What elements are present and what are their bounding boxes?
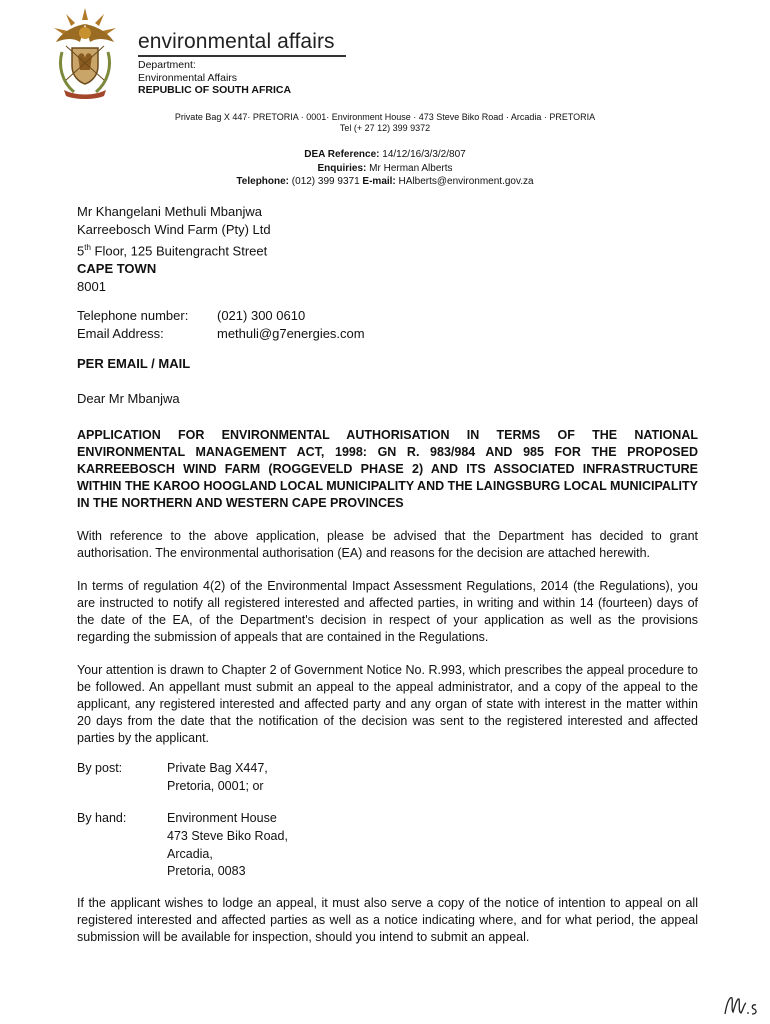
contact-email-row: [77, 325, 365, 343]
by-post-line-1: Private Bag X447,: [167, 761, 268, 775]
dea-reference-value: 14/12/16/3/3/2/807: [382, 149, 466, 160]
paragraph-appeal: Your attention is drawn to Chapter 2 of Government Notice No. R.993, which prescribes the appeal procedure to be followed. An appellant must submit an appeal to the appeal administrator, and a copy of the appeal to the applicant, any registered interested and affected party and any organ of state with interest in the matter within 20 days from the date that the notification of the decision was sent to the registered interested and affected parties by the applicant.: [77, 663, 698, 745]
coat-of-arms-logo: [44, 6, 126, 102]
postal-telephone: Tel (+ 27 12) 399 9372: [339, 123, 431, 133]
recipient-company: Karreebosch Wind Farm (Pty) Ltd: [77, 221, 271, 237]
recipient-floor-number: 5: [77, 242, 85, 258]
by-post-block: [77, 760, 268, 796]
by-post-address: [167, 760, 268, 796]
paragraph-lodge-appeal: If the applicant wishes to lodge an appeal, it must also serve a copy of the notice of intention to appeal on all registered interested and affected parties as well as a notice indicating where, and for what period, the appeal submission will be available for inspection, should you intend to submit an appeal.: [77, 896, 698, 944]
salutation: Dear Mr Mbanjwa: [77, 391, 180, 406]
telephone-value: (012) 399 9371: [291, 176, 360, 187]
enquiries-row: [0, 162, 770, 176]
reference-block: [0, 148, 770, 189]
handwritten-initials: [722, 992, 762, 1018]
brand-divider: [138, 55, 346, 57]
subject-heading: APPLICATION FOR ENVIRONMENTAL AUTHORISATION IN TERMS OF THE NATIONAL ENVIRONMENTAL MANAGEMENT ACT, 1998: GN R. 983/984 AND 985 FOR THE PROPOSED KARREEBOSCH WIND FARM (ROGGEVELD PHASE 2) AND ITS ASSOCIATED INFRASTRUCTURE WITHIN THE KAROO HOOGLAND LOCAL MUNICIPALITY AND THE LAINGSBURG LOCAL MUNICIPALITY IN THE NORTHERN AND WESTERN CAPE PROVINCES: [77, 428, 698, 510]
recipient-city: CAPE TOWN: [77, 260, 157, 276]
enquiries-value: Mr Herman Alberts: [369, 162, 453, 174]
contact-email-label: Email Address:: [77, 325, 164, 341]
contact-phone-row: [77, 307, 365, 325]
by-hand-line-2: 473 Steve Biko Road,: [167, 828, 288, 843]
paragraph-decision: With reference to the above application, please be advised that the Department has decided to grant authorisation. The environmental authorisation (EA) and reasons for the decision are attached herewith.: [77, 529, 698, 560]
recipient-floor-suffix: th: [84, 242, 91, 252]
telephone-label: Telephone:: [236, 176, 290, 187]
by-hand-line-4: Pretoria, 0083: [167, 864, 246, 879]
by-hand-block: [77, 810, 288, 881]
contact-phone-label: Telephone number:: [77, 308, 189, 323]
by-hand-line-1: Environment House: [167, 811, 277, 825]
recipient-street: [77, 239, 271, 260]
dea-reference-label: DEA Reference:: [304, 149, 380, 160]
contact-email-link[interactable]: methuli@g7energies.com: [217, 325, 365, 341]
by-post-label: By post:: [77, 761, 123, 775]
contact-phone-value: (021) 300 0610: [217, 308, 306, 323]
by-hand-address: [167, 810, 288, 881]
by-hand-line-3: Arcadia,: [167, 846, 213, 861]
brand-title: environmental affairs: [138, 30, 335, 53]
dept-line-2: Environmental Affairs: [138, 71, 238, 84]
paragraph-notify: In terms of regulation 4(2) of the Environmental Impact Assessment Regulations, 2014 (the Regulations), you are instructed to notify all registered interested and affected parties, in writing and within 14 (fourteen) days of the date of the EA, of the Department's decision in respect of your application as well as the provisions regarding the submission of appeals that are contained in the Regulations.: [77, 579, 698, 644]
email-label: E-mail:: [362, 176, 396, 187]
recipient-street-rest: Floor, 125 Buitengracht Street: [90, 242, 268, 258]
delivery-method: PER EMAIL / MAIL: [77, 356, 191, 371]
postal-address: Private Bag X 447· PRETORIA · 0001· Environment House · 473 Steve Biko Road · Arcadia · PRETORIA: [174, 112, 596, 122]
email-link[interactable]: HAlberts@environment.gov.za: [398, 176, 534, 187]
recipient-postcode: 8001: [77, 278, 106, 294]
contact-details: [77, 307, 365, 343]
dea-reference-row: [0, 148, 770, 162]
dept-line-1: Department:: [138, 59, 196, 71]
recipient-name: Mr Khangelani Methuli Mbanjwa: [77, 204, 262, 219]
by-hand-label: By hand:: [77, 811, 127, 825]
by-post-line-2: Pretoria, 0001; or: [167, 778, 264, 793]
enquiries-label: Enquiries:: [317, 162, 367, 174]
department-block: [138, 59, 291, 97]
telephone-row: [0, 175, 770, 189]
recipient-address: [77, 203, 271, 295]
dept-line-3: REPUBLIC OF SOUTH AFRICA: [138, 84, 292, 96]
